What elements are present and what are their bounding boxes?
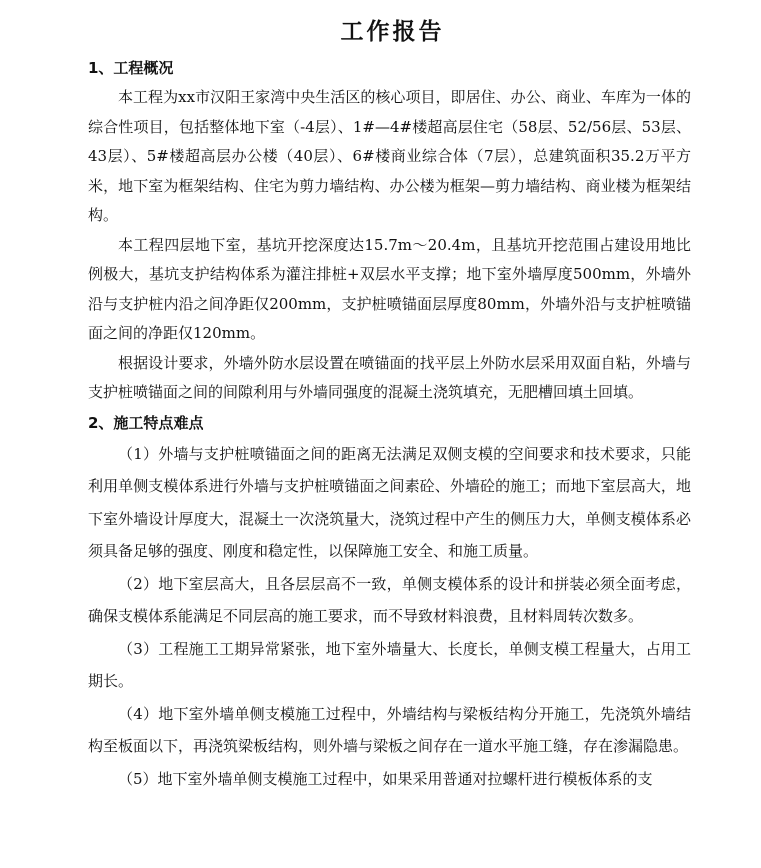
list-item: （4）地下室外墙单侧支模施工过程中，外墙结构与梁板结构分开施工，先浇筑外墙结构至板面以下，再浇筑梁板结构，则外墙与梁板之间存在一道水平施工缝，存在渗漏隐患。 <box>88 704 691 755</box>
section-heading: 1、工程概况 <box>88 59 174 77</box>
list-item: （2）地下室层高大，且各层层高不一致，单侧支模体系的设计和拼装必须全面考虑，确保支模体系能满足不同层高的施工要求，而不导致材料浪费，且材料周转次数多。 <box>88 574 691 625</box>
paragraph: 本工程为xx市汉阳王家湾中央生活区的核心项目，即居住、办公、商业、车库为一体的综合性项目，包括整体地下室（-4层）、1#—4#楼超高层住宅（58层、52/56层、53层、43层）、5#楼超高层办公楼（40层）、6#楼商业综合体（7层），总建筑面积35.2万平方米，地下室为框架结构、住宅为剪力墙结构、办公楼为框架—剪力墙结构、商业楼为框架结构。 <box>88 88 691 224</box>
list-item: （3）工程施工工期异常紧张，地下室外墙量大、长度长，单侧支模工程量大，占用工期长。 <box>88 639 691 690</box>
list-item: （1）外墙与支护桩喷锚面之间的距离无法满足双侧支模的空间要求和技术要求，只能利用单侧支模体系进行外墙与支护桩喷锚面之间素砼、外墙砼的施工；而地下室层高大，地下室外墙设计厚度大，混凝土一次浇筑量大，浇筑过程中产生的侧压力大，单侧支模体系必须具备足够的强度、刚度和稳定性，以保障施工安全、和施工质量。 <box>88 444 691 560</box>
section-heading: 2、施工特点难点 <box>88 413 204 432</box>
section-construction-difficulties <box>88 408 691 796</box>
document-title: 工作报告 <box>340 18 445 45</box>
paragraph: 本工程四层地下室，基坑开挖深度达15.7m～20.4m，且基坑开挖范围占建设用地比例极大，基坑支护结构体系为灌注排桩+双层水平支撑；地下室外墙厚度500mm，外墙外沿与支护桩内沿之间净距仅200mm，支护桩喷锚面层厚度80mm，外墙外沿与支护桩喷锚面之间的净距仅120mm。 <box>88 235 691 342</box>
section-project-overview <box>88 54 691 408</box>
paragraph: 根据设计要求，外墙外防水层设置在喷锚面的找平层上外防水层采用双面自粘，外墙与支护桩喷锚面之间的间隙利用与外墙同强度的混凝土浇筑填充，无肥槽回填土回填。 <box>88 353 691 401</box>
list-item: （5）地下室外墙单侧支模施工过程中，如果采用普通对拉螺杆进行模板体系的支 <box>118 769 653 788</box>
